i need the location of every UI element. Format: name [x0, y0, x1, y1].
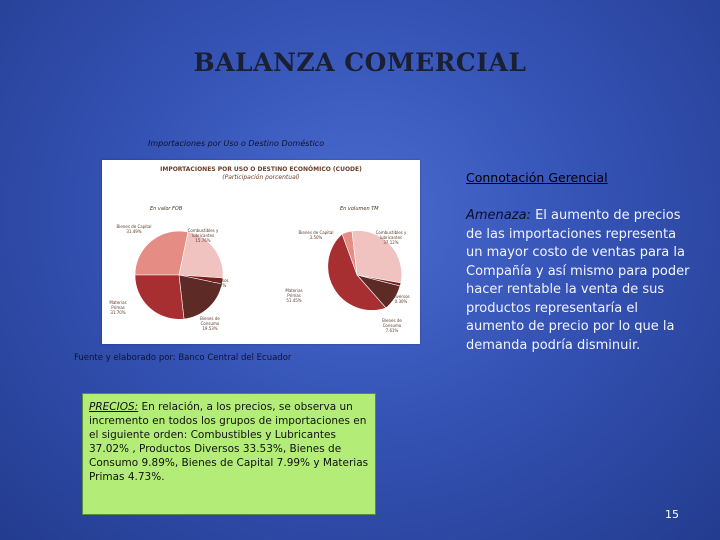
connotation-text [466, 207, 690, 355]
left-label-consumo: Bienes de Consumo 19.53% [200, 316, 220, 331]
left-label-diversos: Diversos 0.27% [211, 278, 229, 288]
left-slice-materias [135, 275, 184, 319]
source-note: Fuente y elaborado por: Banco Central del Ecuador [74, 353, 292, 363]
left-chart-label: En valor FOB [150, 206, 183, 212]
figure-subheading: (Participación porcentual) [222, 174, 300, 181]
prices-lead: PRECIOS: [89, 401, 139, 413]
left-label-materias: Materias Primas 31.70% [109, 300, 127, 315]
right-label-fuel: Combustibles y lubricantes 37.12% [375, 230, 407, 245]
prices-text: En relación, a los precios, se observa un incremento en todos los grupos de importaciones en el siguiente orden: Combustibles y Lubricantes 37.02% , Productos Diversos 33.53%, Bienes de Consumo 9.89%, Bienes de Capital 7.99% y Materias Primas 4.73%. [89, 401, 369, 483]
right-chart-label: En volumen TM [340, 206, 379, 212]
connotation-body: El aumento de precios de las importaciones representa un mayor costo de ventas para la Compañía y así mismo para poder hacer rentable la venta de sus productos representaría el aumento de precio por lo que la demanda podría disminuir. [466, 208, 690, 353]
prices-box [82, 393, 376, 515]
connotation-title: Connotación Gerencial [466, 170, 608, 185]
left-label-fuel: Combustibles y lubricantes 15.76% [187, 228, 219, 243]
right-label-consumo: Bienes de Consumo 7.61% [382, 318, 402, 333]
left-label-capital: Bienes de Capital 31.49% [116, 224, 152, 234]
figure-heading [102, 166, 420, 182]
left-slice-capital [135, 231, 188, 275]
cuode-figure [102, 160, 420, 344]
right-label-diversos: Diversos 0.30% [392, 294, 410, 304]
page-number: 15 [665, 508, 679, 521]
figure-heading-text: IMPORTACIONES POR USO O DESTINO ECONÓMICO (CUODE) [160, 166, 362, 173]
connotation-lead: Amenaza: [466, 208, 531, 223]
right-label-capital: Bienes de Capital 3.50% [298, 230, 334, 240]
image-caption: Importaciones por Uso o Destino Doméstico [148, 139, 325, 148]
slide-title: BALANZA COMERCIAL [193, 48, 527, 77]
right-label-materias: Materias Primas 51.45% [285, 288, 303, 303]
